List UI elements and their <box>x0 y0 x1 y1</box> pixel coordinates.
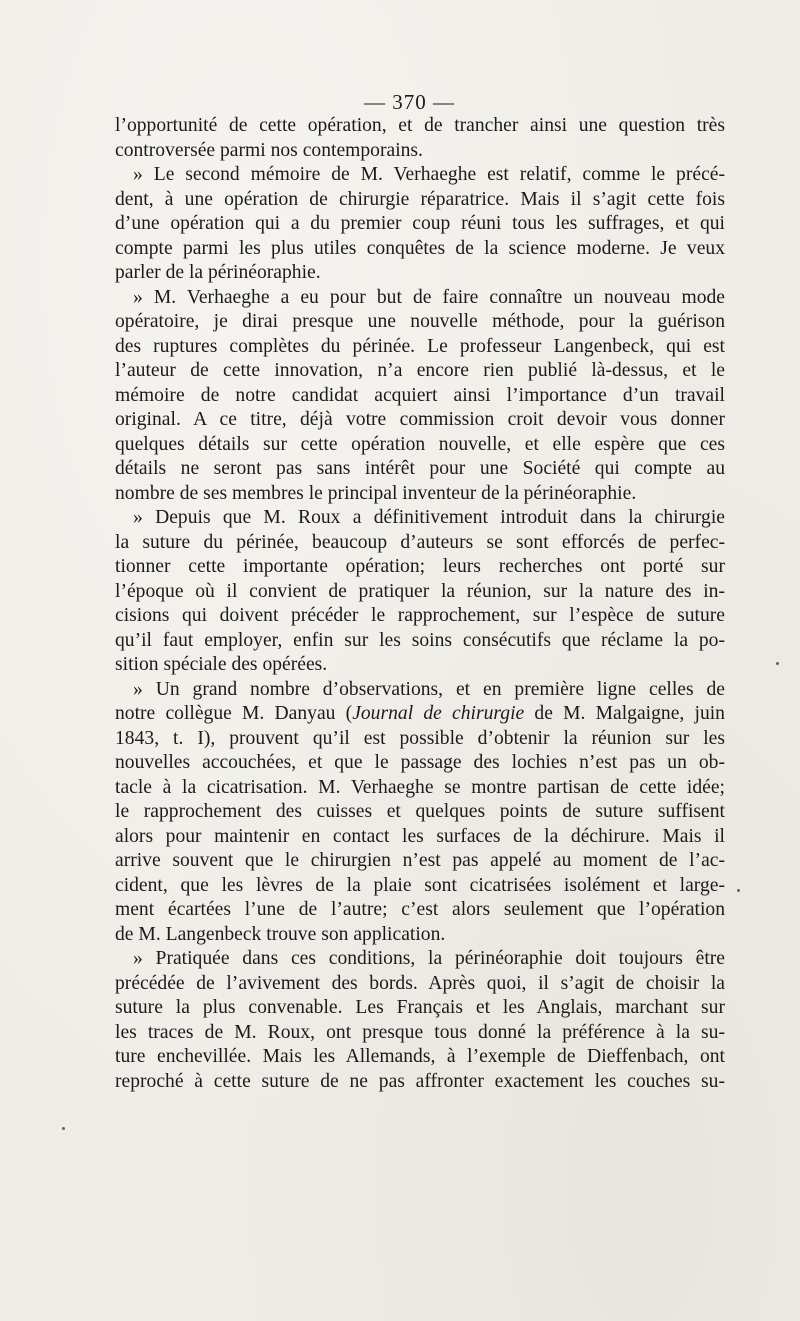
text-line: qu’il faut employer, enfin sur les soins consécutifs que réclame la po- <box>115 629 725 651</box>
page-number: — 370 — <box>364 90 455 114</box>
text-line: notre collègue M. Danyau (Journal de chirurgie de M. Malgaigne, juin <box>115 703 725 724</box>
text-line: dent, à une opération de chirurgie réparatrice. Mais il s’agit cette fois <box>115 188 725 210</box>
text-line: » M. Verhaeghe a eu pour but de faire connaître un nouveau mode <box>133 286 725 308</box>
text-line: original. A ce titre, déjà votre commission croit devoir vous donner <box>115 409 725 430</box>
text-line: nombre de ses membres le principal inventeur de la périnéoraphie. <box>115 482 637 504</box>
text-line: parler de la périnéoraphie. <box>115 262 321 283</box>
text-line: reproché à cette suture de ne pas affronter exactement les couches su- <box>115 1070 725 1092</box>
ink-speck <box>62 1127 65 1130</box>
text-line: précédée de l’avivement des bords. Après quoi, il s’agit de choisir la <box>115 972 725 994</box>
text-line: de M. Langenbeck trouve son application. <box>115 923 446 945</box>
text-line: ment écartées l’une de l’autre; c’est alors seulement que l’opération <box>115 899 725 920</box>
journal-title: Journal de chirurgie <box>352 703 525 724</box>
text-line: les traces de M. Roux, ont presque tous donné la préférence à la su- <box>115 1021 725 1043</box>
text-line: suture la plus convenable. Les Français et les Anglais, marchant sur <box>115 997 725 1018</box>
text-line: 1843, t. I), prouvent qu’il est possible d’obtenir la réunion sur les <box>115 727 725 749</box>
text-line: tionner cette importante opération; leurs recherches ont porté sur <box>115 556 725 577</box>
text-line: alors pour maintenir en contact les surfaces de la déchirure. Mais il <box>115 825 725 847</box>
text-line: sition spéciale des opérées. <box>115 654 328 675</box>
text-line: tacle à la cicatrisation. M. Verhaeghe se montre partisan de cette idée; <box>115 776 725 798</box>
text-line: détails ne seront pas sans intérêt pour une Société qui compte au <box>115 458 725 479</box>
text-line: l’auteur de cette innovation, n’a encore rien publié là-dessus, et le <box>115 360 725 381</box>
text-line: d’une opération qui a du premier coup réuni tous les suffrages, et qui <box>115 213 725 234</box>
text-line: le rapprochement des cuisses et quelques points de suture suffisent <box>115 801 725 822</box>
text-line: des ruptures complètes du périnée. Le professeur Langenbeck, qui est <box>115 335 725 357</box>
text-line: compte parmi les plus utiles conquêtes de la science moderne. Je veux <box>115 237 725 259</box>
text-line: controversée parmi nos contemporains. <box>115 139 423 161</box>
text-line: arrive souvent que le chirurgien n’est pas appelé au moment de l’ac- <box>115 850 725 871</box>
text-line: » Un grand nombre d’observations, et en première ligne celles de <box>133 678 725 700</box>
text-line: nouvelles accouchées, et que le passage des lochies n’est pas un ob- <box>115 752 725 773</box>
text-line: cident, que les lèvres de la plaie sont cicatrisées isolément et large- <box>115 874 725 896</box>
ink-speck <box>737 889 740 892</box>
text-line: » Le second mémoire de M. Verhaeghe est relatif, comme le précé- <box>133 164 725 185</box>
text-line: la suture du périnée, beaucoup d’auteurs se sont efforcés de perfec- <box>115 531 725 553</box>
text-line: cisions qui doivent précéder le rapprochement, sur l’espèce de suture <box>115 605 725 626</box>
text-line: l’époque où il convient de pratiquer la réunion, sur la nature des in- <box>115 580 725 602</box>
text-line: ture enchevillée. Mais les Allemands, à l’exemple de Dieffenbach, ont <box>115 1046 725 1067</box>
text-line: l’opportunité de cette opération, et de trancher ainsi une question très <box>115 115 725 136</box>
text-line: mémoire de notre candidat acquiert ainsi l’importance d’un travail <box>115 384 725 406</box>
text-line: opératoire, je dirai presque une nouvelle méthode, pour la guérison <box>115 311 725 332</box>
body-text <box>115 114 725 1094</box>
ink-speck <box>776 662 779 665</box>
text-line: » Depuis que M. Roux a définitivement introduit dans la chirurgie <box>133 507 725 528</box>
text-line: quelques détails sur cette opération nouvelle, et elle espère que ces <box>115 433 725 455</box>
text-line: » Pratiquée dans ces conditions, la périnéoraphie doit toujours être <box>133 948 725 969</box>
